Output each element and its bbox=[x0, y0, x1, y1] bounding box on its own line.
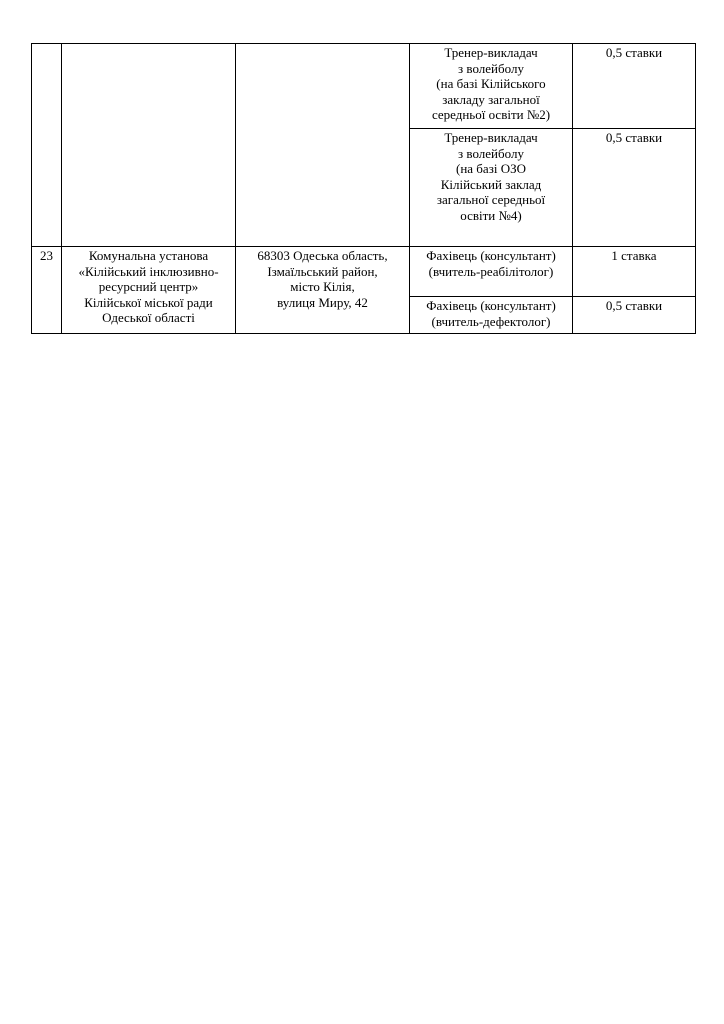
row-number-cell: 23 bbox=[32, 247, 62, 334]
address-cell: 68303 Одеська область, Ізмаїльський район, місто Кілія, вулиця Миру, 42 bbox=[236, 247, 410, 334]
position-cell: Тренер-викладач з волейболу (на базі ОЗО Кілійський заклад загальної середньої освіти №4) bbox=[410, 129, 573, 247]
row-number-cell bbox=[32, 44, 62, 247]
position-cell: Фахівець (консультант) (вчитель-дефектолог) bbox=[410, 297, 573, 334]
rate-cell: 0,5 ставки bbox=[573, 297, 696, 334]
institution-cell bbox=[62, 44, 236, 247]
staff-positions-table bbox=[31, 43, 696, 334]
table-row bbox=[32, 247, 696, 297]
table-row bbox=[32, 44, 696, 129]
institution-cell: Комунальна установа «Кілійський інклюзивно- ресурсний центр» Кілійської міської ради Одеської області bbox=[62, 247, 236, 334]
rate-cell: 1 ставка bbox=[573, 247, 696, 297]
position-cell: Тренер-викладач з волейболу (на базі Кілійського закладу загальної середньої освіти №2) bbox=[410, 44, 573, 129]
rate-cell: 0,5 ставки bbox=[573, 129, 696, 247]
rate-cell: 0,5 ставки bbox=[573, 44, 696, 129]
position-cell: Фахівець (консультант) (вчитель-реабілітолог) bbox=[410, 247, 573, 297]
address-cell bbox=[236, 44, 410, 247]
